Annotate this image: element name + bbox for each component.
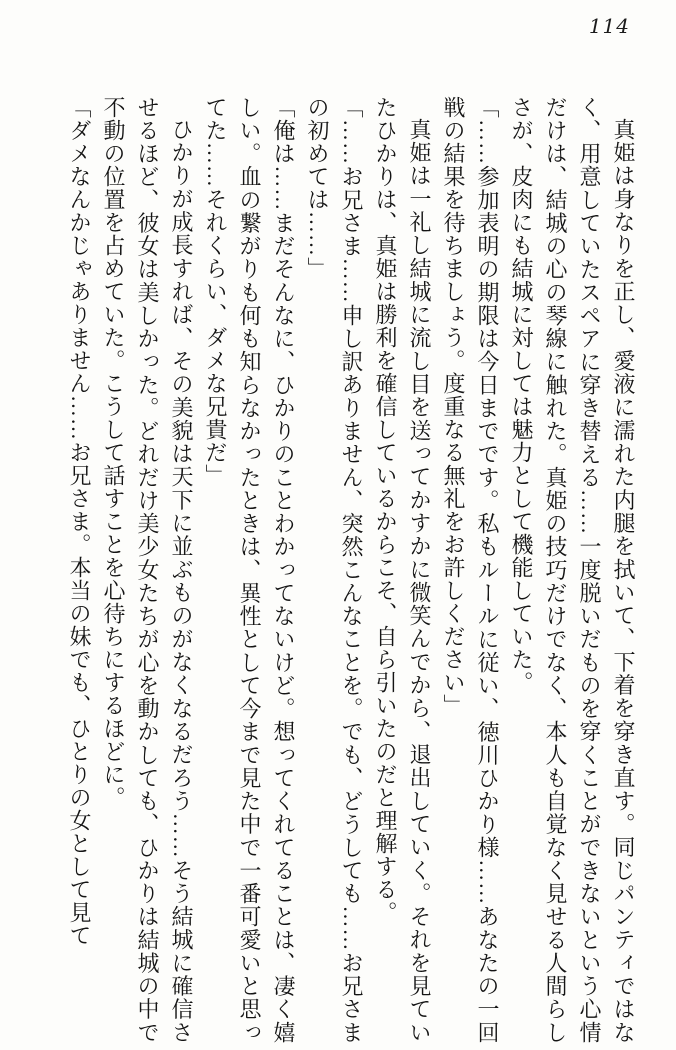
paragraph-dialogue-1: 「……参加表明の期限は今日までです。私もルールに従い、徳川ひかり様……あなたの一回戦の結果を待ちましょう。度重なる無礼をお許しください」 [441,96,500,1045]
text-area [60,96,640,1044]
paragraph-narration-3: ひかりが成長すれば、その美貌は天下に並ぶものがなくなるだろう……そう結城に確信させるほど、彼女は美しかった。どれだけ美少女たちが心を動かしても、ひかりは結城の中で不動の位置を占めていた。こうして話すことを心待ちにするほどに。 [101,96,194,1044]
paragraph-narration-1: 真姫は身なりを正し、愛液に濡れた内腿を拭いて、下着を穿き直す。同じパンティではなく、用意していたスペアに穿き替える……一度脱いだものを穿くことができないという心情だけは、結城の心の琴線に触れた。真姫の技巧だけでなく、本人も自覚なく見せる人間らしさが、皮肉にも結城に対しては魅力として機能していた。 [509,96,636,1045]
paragraph-dialogue-2: 「……お兄さま……申し訳ありません、突然こんなことを。でも、どうしても……お兄さまの初めては……」 [305,96,364,1044]
page-number: 114 [588,14,630,38]
paragraph-narration-2: 真姫は一礼し結城に流し目を送ってかすかに微笑んでから、退出していく。それを見ていたひかりは、真姫は勝利を確信しているからこそ、自ら引いたのだと理解する。 [373,96,432,1045]
paragraph-dialogue-3: 「俺は……まだそんなに、ひかりのことわかってないけど。想ってくれてることは、凄く嬉しい。血の繋がりも何も知らなかったときは、異性として今まで見た中で一番可愛いと思ってた……それくらい、ダメな兄貴だ」 [203,96,296,1045]
paragraph-dialogue-4: 「ダメなんかじゃありません……お兄さま。本当の妹でも、ひとりの女として見て [67,96,92,947]
